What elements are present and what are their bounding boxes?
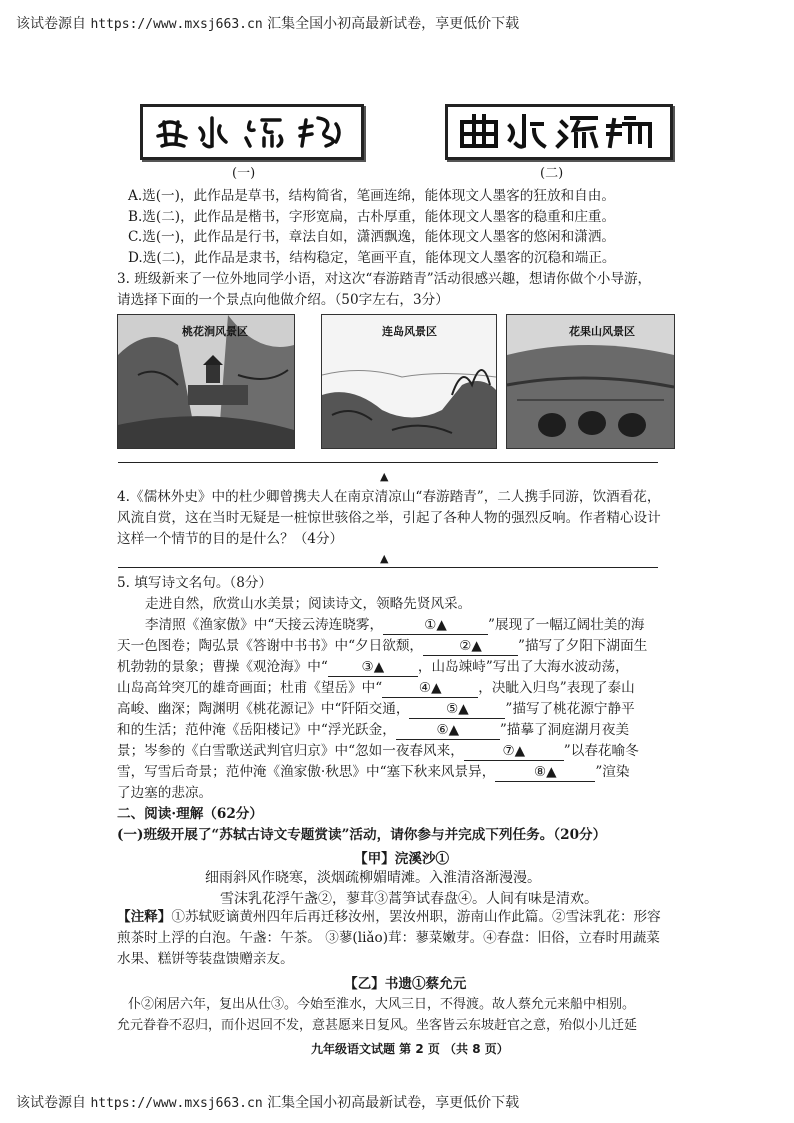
q5-text: ”描写了夕阳下湖面生 (518, 638, 648, 654)
q4-line-3: 这样一个情节的目的是什么？（4分） (117, 531, 344, 547)
photo-label-liandao: 连岛风景区 (382, 325, 437, 338)
q5-text: ”展现了一幅辽阔壮美的海 (488, 617, 645, 633)
banner-prefix: 该试卷源自 (16, 1095, 86, 1111)
blank-7[interactable]: ⑦▲ (464, 742, 564, 761)
poem-jia-title: 【甲】浣溪沙① (354, 851, 450, 867)
page-footer: 九年级语文试题 第 2 页 （共 8 页） (311, 1042, 509, 1056)
q5-text: 雪，写雪后奇景；范仲淹《渔家傲·秋思》中“塞下秋来风景异， (117, 764, 496, 780)
q3-answer-mark: ▲ (380, 470, 389, 483)
q5-text: 山岛高耸突兀的雄奇画面；杜甫《望岳》中“ (117, 680, 383, 696)
q5-text: 机勃勃的景象；曹操《观沧海》中“ (117, 659, 328, 675)
q5-line-5 (117, 700, 635, 719)
blank-6[interactable]: ⑥▲ (396, 721, 500, 740)
q5-text: ”以春花喻冬 (563, 743, 639, 759)
note-line-1 (117, 908, 661, 926)
option-b: B.选(二)，此作品是楷书，字形宽扁，古朴厚重，能体现文人墨客的稳重和庄重。 (128, 209, 616, 225)
q5-line-8 (117, 763, 629, 782)
q5-intro: 走进自然，欣赏山水美景；阅读诗文，领略先贤风采。 (145, 596, 472, 612)
q4-answer-line[interactable] (118, 567, 658, 568)
blank-4[interactable]: ④▲ (382, 679, 478, 698)
note-label: 【注释】 (117, 909, 172, 925)
poem-yi-line-1: 仆②闲居六年，复出从仕③。今始至淮水，大风三日，不得渡。故人蔡允元来船中相别。 (128, 997, 636, 1012)
q5-title: 5. 填写诗文名句。（8分） (117, 575, 273, 591)
q5-text: ，决眦入归鸟”表现了泰山 (478, 680, 635, 696)
q5-text: 李清照《渔家傲》中“天接云涛连晓雾， (145, 617, 384, 633)
q5-text: ，山岛竦峙”写出了大海水波动荡， (417, 659, 629, 675)
calligraphy-cursive-image (140, 104, 364, 160)
q5-text: ”描写了桃花源宁静平 (505, 701, 635, 717)
q5-line-2 (117, 637, 647, 656)
q3-line-1: 3. 班级新来了一位外地同学小语，对这次“春游踏青”活动很感兴趣，想请你做个小导游， (117, 271, 652, 287)
source-banner-top (16, 13, 519, 33)
poem-yi-title: 【乙】书遗①蔡允元 (344, 976, 467, 992)
poem-jia-line-2: 雪沫乳花浮午盏②，蓼茸③蒿笋试春盘④。人间有味是清欢。 (220, 891, 598, 907)
blank-5[interactable]: ⑤▲ (409, 700, 505, 719)
banner-url[interactable]: https://www.mxsj663.cn (90, 1096, 263, 1111)
calligraphy-caption-2: (二) (540, 166, 564, 181)
q5-text: 景；岑参的《白雪歌送武判官归京》中“忽如一夜春风来， (117, 743, 464, 759)
q5-text: ”描摹了洞庭湖月夜美 (499, 722, 630, 738)
option-c: C.选(一)，此作品是行书，章法自如，潇洒飘逸，能体现文人墨客的悠闲和潇洒。 (128, 229, 616, 245)
blank-2[interactable]: ②▲ (423, 637, 518, 656)
option-d: D.选(二)，此作品是隶书，结构稳定，笔画平直，能体现文人墨客的沉稳和端正。 (128, 250, 616, 266)
option-a: A.选(一)，此作品是草书，结构简省，笔画连绵，能体现文人墨客的狂放和自由。 (128, 188, 615, 204)
q4-line-1: 4.《儒林外史》中的杜少卿曾携夫人在南京清凉山“春游踏青”，二人携手同游，饮酒看花， (117, 489, 661, 505)
photo-huaguoshan (506, 314, 675, 449)
q5-text: 高峻、幽深；陶渊明《桃花源记》中“阡陌交通， (117, 701, 410, 717)
q3-line-2: 请选择下面的一个景点向他做介绍。（50字左右，3分） (117, 292, 449, 308)
note-line-3: 水果、糕饼等装盘馈赠亲友。 (117, 951, 294, 967)
q5-line-9: 了边塞的悲凉。 (117, 785, 213, 801)
source-banner-bottom (16, 1092, 519, 1112)
section-2-subtitle: (一)班级开展了“苏轼古诗文专题赏读”活动，请你参与并完成下列任务。（20分） (117, 827, 607, 843)
photo-taohuajian (117, 314, 295, 449)
calligraphy-caption-1: (一) (232, 166, 256, 181)
photo-label-taohuajian: 桃花涧风景区 (182, 325, 248, 338)
blank-1[interactable]: ①▲ (383, 616, 488, 635)
q5-text: 和的生活；范仲淹《岳阳楼记》中“浮光跃金， (117, 722, 396, 738)
q5-line-1 (145, 616, 645, 635)
q5-line-6 (117, 721, 629, 740)
q3-answer-line[interactable] (118, 462, 658, 463)
section-2-title: 二、阅读·理解（62分） (117, 806, 263, 822)
poem-jia-line-1: 细雨斜风作晓寒，淡烟疏柳媚晴滩。入淮清洛渐漫漫。 (205, 870, 541, 886)
photo-label-huaguoshan: 花果山风景区 (569, 325, 635, 338)
calligraphy-clerical-image (445, 104, 673, 160)
note-text: ①苏轼贬谪黄州四年后再迁移汝州，罢汝州职，游南山作此篇。②雪沫乳花：形容 (171, 909, 661, 925)
q5-text: ”渲染 (595, 764, 630, 780)
banner-suffix: 汇集全国小初高最新试卷，享更低价下载 (267, 1095, 520, 1111)
photo-liandao (321, 314, 497, 449)
blank-8[interactable]: ⑧▲ (495, 763, 595, 782)
q4-line-2: 风流自赏，这在当时无疑是一桩惊世骇俗之举，引起了各种人物的强烈反响。作者精心设计 (117, 510, 661, 526)
q5-line-3 (117, 658, 629, 677)
banner-suffix: 汇集全国小初高最新试卷，享更低价下载 (267, 16, 520, 32)
q4-answer-mark: ▲ (380, 552, 389, 565)
q5-line-4 (117, 679, 635, 698)
banner-url[interactable]: https://www.mxsj663.cn (90, 17, 263, 32)
blank-3[interactable]: ③▲ (328, 658, 418, 677)
q5-line-7 (117, 742, 639, 761)
banner-prefix: 该试卷源自 (16, 16, 86, 32)
note-line-2: 煎茶时上浮的白泡。午盏：午茶。 ③蓼(liǎo)茸：蓼菜嫩芽。④春盘：旧俗，立春时用蔬菜 (117, 930, 660, 946)
q5-text: 天一色图卷；陶弘景《答谢中书书》中“夕日欲颓， (117, 638, 424, 654)
poem-yi-line-2: 允元眷眷不忍归，而仆迟回不发，意甚愿来日复风。坐客皆云东坡赶官之意，殆似小儿迁延 (117, 1018, 638, 1033)
